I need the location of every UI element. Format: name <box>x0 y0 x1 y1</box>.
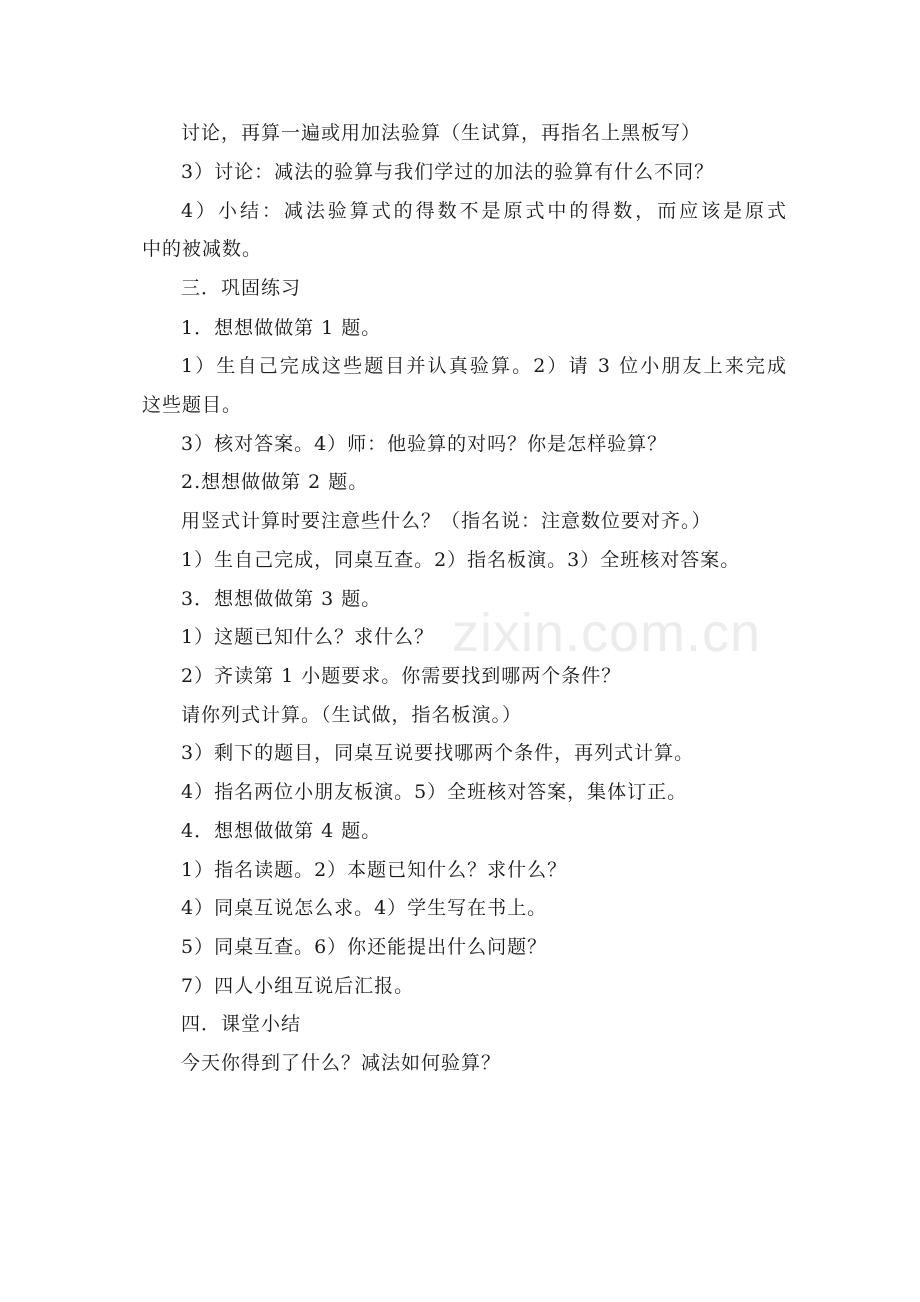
text-line: 4）小结：减法验算式的得数不是原式中的得数，而应该是原式 <box>181 200 787 222</box>
text-line: 4）指名两位小朋友板演。5）全班核对答案，集体订正。 <box>181 781 688 803</box>
text-line: 1）生自己完成，同桌互查。2）指名板演。3）全班核对答案。 <box>181 549 741 571</box>
text-line: 3）剩下的题目，同桌互说要找哪两个条件，再列式计算。 <box>181 742 695 764</box>
text-line: 1）生自己完成这些题目并认真验算。2）请 3 位小朋友上来完成 <box>181 355 787 377</box>
text-line: 用竖式计算时要注意些什么？（指名说：注意数位要对齐。） <box>181 510 712 532</box>
text-line: 1．想想做做第 1 题。 <box>181 317 382 339</box>
text-line: 3）核对答案。4）师：他验算的对吗？你是怎样验算？ <box>181 433 668 455</box>
text-line: 4）同桌互说怎么求。4）学生写在书上。 <box>181 897 548 919</box>
text-line: 请你列式计算。（生试做，指名板演。） <box>181 704 523 726</box>
text-line: 2）齐读第 1 小题要求。你需要找到哪两个条件？ <box>181 665 622 687</box>
text-line: 1）这题已知什么？求什么？ <box>181 626 435 648</box>
text-line: 中的被减数。 <box>142 238 263 260</box>
text-line: 讨论，再算一遍或用加法验算（生试算，再指名上黑板写） <box>181 122 702 144</box>
text-line: 今天你得到了什么？减法如何验算？ <box>181 1052 502 1074</box>
text-line: 5）同桌互查。6）你还能提出什么问题？ <box>181 936 548 958</box>
text-line: 2.想想做做第 2 题。 <box>181 471 369 493</box>
section-heading: 三．巩固练习 <box>181 277 302 299</box>
watermark: zixin.com.cn <box>452 603 762 663</box>
section-heading: 四．课堂小结 <box>181 1013 302 1035</box>
text-line: 7）四人小组互说后汇报。 <box>181 975 415 997</box>
text-line: 3．想想做做第 3 题。 <box>181 588 382 610</box>
text-line: 3）讨论：减法的验算与我们学过的加法的验算有什么不同？ <box>181 161 715 183</box>
text-line: 4．想想做做第 4 题。 <box>181 820 382 842</box>
text-line: 1）指名读题。2）本题已知什么？求什么？ <box>181 859 568 881</box>
text-line: 这些题目。 <box>142 394 243 416</box>
